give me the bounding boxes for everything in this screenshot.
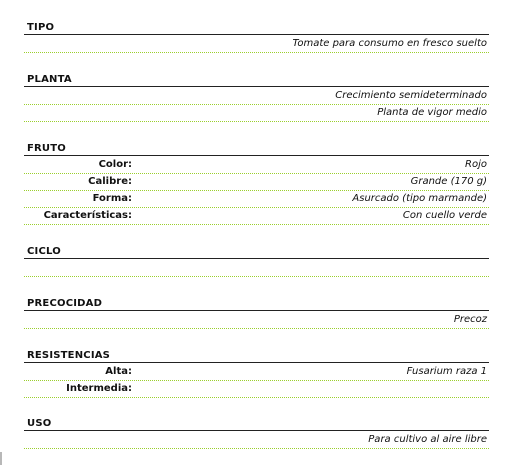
field-label: Color: (98, 159, 132, 170)
section-divider (24, 430, 489, 431)
section-title: PLANTA (27, 74, 72, 85)
row-divider (24, 448, 489, 449)
field-value: Precoz (453, 314, 487, 325)
section-divider (24, 310, 489, 311)
field-row-color (24, 157, 489, 174)
field-row (24, 312, 489, 329)
section-title: TIPO (27, 22, 55, 33)
field-row-calibre (24, 174, 489, 191)
row-divider (24, 397, 489, 398)
field-value: Planta de vigor medio (377, 107, 487, 118)
field-label: Características: (43, 210, 132, 221)
field-row-caracteristicas (24, 208, 489, 225)
field-value: Grande (170 g) (410, 176, 487, 187)
section-divider (24, 86, 489, 87)
section-title: RESISTENCIAS (27, 350, 111, 361)
row-divider (24, 224, 489, 225)
field-row (24, 36, 489, 53)
section-divider (24, 155, 489, 156)
field-value: Tomate para consumo en fresco suelto (292, 38, 487, 49)
field-value: Para cultivo al aire libre (368, 434, 487, 445)
field-row (24, 88, 489, 105)
field-row (24, 105, 489, 122)
field-row-intermedia (24, 381, 489, 398)
section-divider (24, 258, 489, 259)
section-title: USO (27, 418, 52, 429)
field-label: Forma: (92, 193, 132, 204)
field-row (24, 260, 489, 277)
row-divider (24, 121, 489, 122)
field-label: Calibre: (88, 176, 132, 187)
field-label: Intermedia: (66, 383, 132, 394)
section-title: PRECOCIDAD (27, 298, 103, 309)
section-title: FRUTO (27, 143, 66, 154)
field-value: Crecimiento semideterminado (335, 90, 487, 101)
row-divider (24, 328, 489, 329)
section-title: CICLO (27, 246, 61, 257)
scroll-edge-mark (0, 452, 2, 465)
field-value: Fusarium raza 1 (406, 366, 487, 377)
section-divider (24, 34, 489, 35)
field-row-forma (24, 191, 489, 208)
field-value: Rojo (465, 159, 487, 170)
field-label: Alta: (105, 366, 132, 377)
row-divider (24, 52, 489, 53)
field-value: Con cuello verde (402, 210, 487, 221)
field-row-alta (24, 364, 489, 381)
field-row (24, 432, 489, 449)
section-divider (24, 362, 489, 363)
field-value: Asurcado (tipo marmande) (352, 193, 487, 204)
row-divider (24, 276, 489, 277)
